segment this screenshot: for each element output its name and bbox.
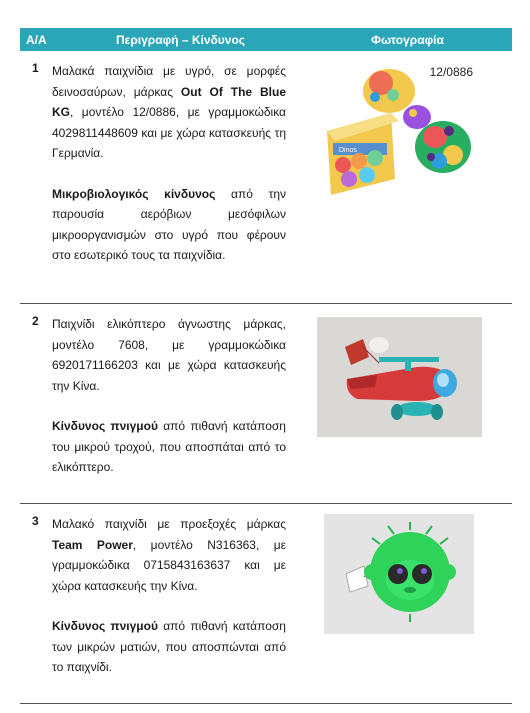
header-description: Περιγραφή – Κίνδυνος — [115, 32, 246, 47]
monkey-toy-photo — [324, 514, 474, 634]
row-number: 3 — [32, 514, 39, 528]
row-photo — [286, 314, 512, 503]
risk-label: Κίνδυνος πνιγμού — [52, 619, 158, 633]
table-row — [20, 304, 512, 504]
row-description — [52, 314, 286, 503]
header-num: A/A — [26, 32, 47, 47]
product-description: Παιχνίδι ελικόπτερο άγνωστης μάρκας, μοντέλο 7608, με γραμμοκώδικα 6920171166203 και με χώρα κατασκευής την Κίνα. — [52, 317, 286, 393]
product-description: Μαλακά παιχνίδια με υγρό, σε μορφές δεινοσαύρων, μάρκας Out Of The Blue KG, μοντέλο 12/0886, με γραμμοκώδικα 4029811448609 και με χώρα κατασκευής τη Γερμανία. — [52, 64, 286, 160]
row-description — [52, 61, 286, 303]
helicopter-toy-photo — [317, 317, 482, 437]
hazard-table — [20, 28, 512, 704]
brand-name: Out Of The Blue KG — [52, 84, 286, 119]
table-row — [20, 504, 512, 704]
risk-description: Κίνδυνος πνιγμού από πιθανή κατάποση των μικρών ματιών, που αποσπώνται από το παιχνίδι. — [52, 619, 286, 674]
table-header — [20, 28, 512, 51]
product-description: Μαλακό παιχνίδι με προεξοχές μάρκας Team Power, μοντέλο N316363, με γραμμοκώδικα 0715843163637 και με χώρα κατασκευής την Κίνα. — [52, 517, 286, 593]
risk-description: Μικροβιολογικός κίνδυνος από την παρουσία αερόβιων μεσόφιλων μικροοργανισμών στο υγρό που φέρουν στο εσωτερικό τους τα παιχνίδια. — [52, 186, 286, 262]
row-photo — [286, 514, 512, 703]
header-photo: Φωτογραφία — [371, 32, 444, 47]
product-code-label: 12/0886 — [429, 65, 473, 79]
row-number: 1 — [32, 61, 39, 75]
svg-text:Dinos: Dinos — [339, 147, 357, 154]
brand-name: Team Power — [52, 537, 133, 552]
risk-label: Κίνδυνος πνιγμού — [52, 419, 158, 433]
risk-label: Μικροβιολογικός κίνδυνος — [52, 186, 216, 201]
row-number: 2 — [32, 314, 39, 328]
risk-description: Κίνδυνος πνιγμού από πιθανή κατάποση του μικρού τροχού, που αποσπάται από το ελικόπτερο. — [52, 419, 286, 474]
dinosaur-toys-photo — [321, 61, 481, 201]
row-photo — [286, 61, 512, 303]
row-description — [52, 514, 286, 703]
table-row — [20, 51, 512, 304]
